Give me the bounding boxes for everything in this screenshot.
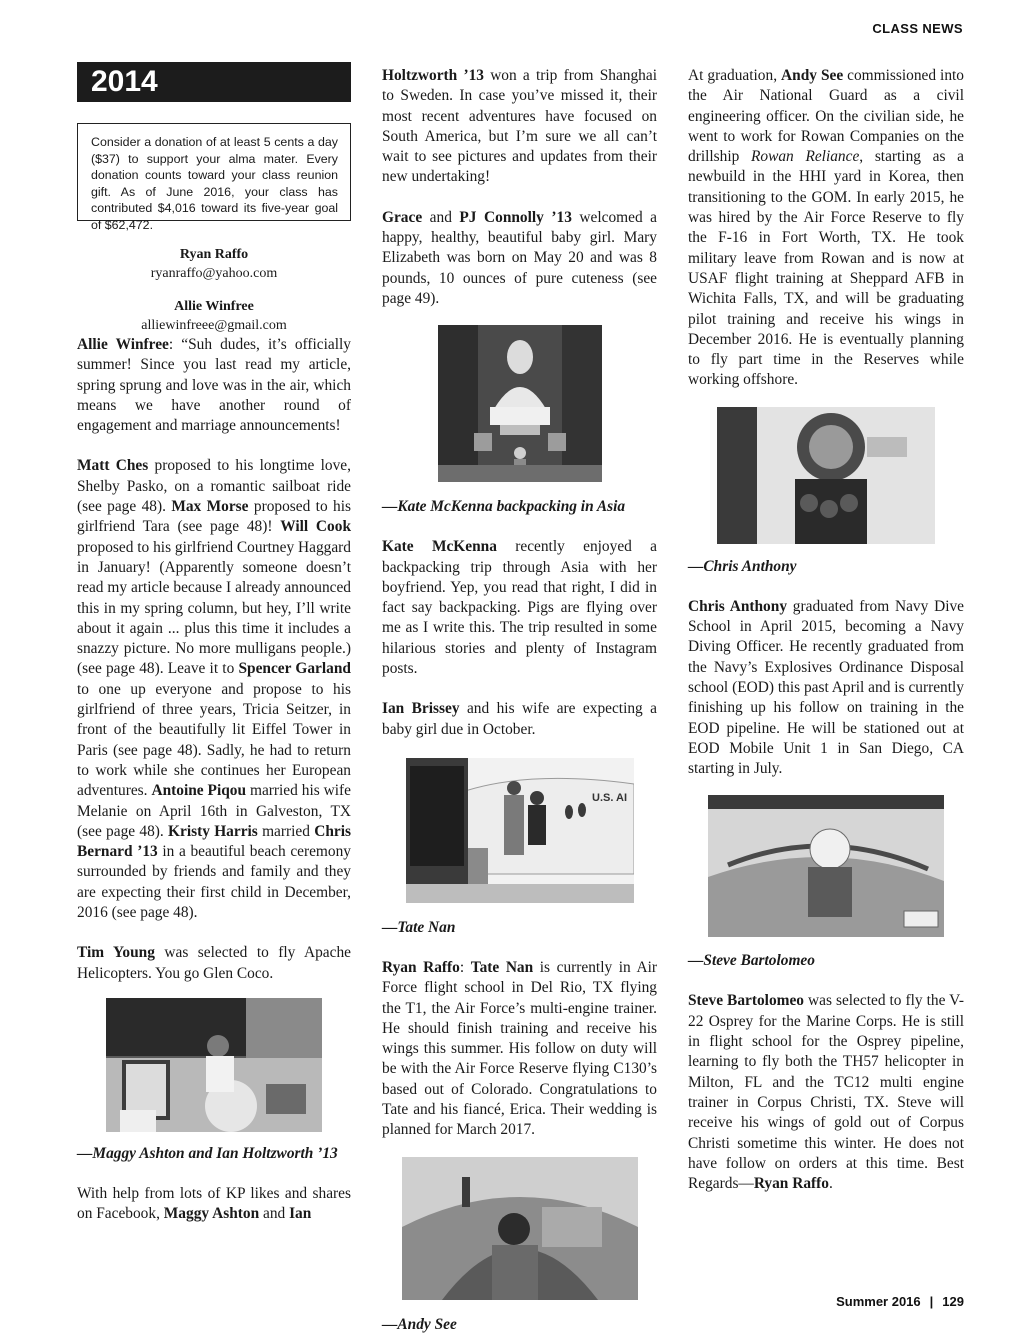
photo-caption: —Andy See: [382, 1315, 457, 1333]
contact-name: Ryan Raffo: [179, 247, 249, 262]
paragraph-allie-winfree: Allie Winfree: “Suh dudes, it’s officially summer! Since you last read my article, spring sprung and love was in the air, which means we have another round of engagement and marriage announcements!: [77, 336, 351, 435]
photo-caption: —Maggy Ashton and Ian Holtzworth ’13: [77, 1144, 338, 1162]
page-footer: [836, 1294, 964, 1309]
column-1: [77, 66, 351, 1225]
paragraph-tate-nan: Ryan Raffo: Tate Nan is currently in Air Force flight school in Del Rio, TX flying the T1, the Air Force’s multi-engine trainer. He should finish training and receive his wings this summer. His follow on duty will be with the Air Force Reserve flying C130’s based out of Colorado. Congratulations to Tate and his fiancé, Erica. Their wedding is planned for March 2017.: [382, 958, 657, 1139]
section-header: CLASS NEWS: [872, 21, 963, 36]
paragraph-steve-bartolomeo: Steve Bartolomeo was selected to fly the V-22 Osprey for the Marine Corps. He is still in flight school for the Osprey pipeline, learning to fly both the TH57 helicopter in Milton, FL and the TC12 multi engine trainer in Corpus Christi, TX. Steve will receive his wings of gold out of Corpus Christi sometime this winter. He does not have follow on orders at this time. Best Regards—Ryan Raffo.: [688, 992, 964, 1193]
column-2: [382, 66, 657, 1335]
paragraph-tim-young: Tim Young was selected to fly Apache Helicopters. You go Glen Coco.: [77, 944, 351, 982]
column-3: [688, 66, 964, 1194]
photo-maggy-ian: [106, 998, 322, 1132]
contact-email[interactable]: alliewinfreee@gmail.com: [141, 318, 287, 333]
photo-steve-bartolomeo: [708, 795, 944, 937]
contact-name: Allie Winfree: [174, 299, 254, 314]
issue-label: Summer 2016: [836, 1294, 921, 1309]
paragraph-connolly: Grace and PJ Connolly ’13 welcomed a happy, healthy, beautiful baby girl. Mary Elizabeth was born on May 20 and was 8 pounds, 10 ounces of pure cuteness (see page 49).: [382, 208, 657, 307]
photo-caption: —Kate McKenna backpacking in Asia: [382, 498, 626, 516]
photo-tate-nan: [406, 758, 634, 903]
photo-andy-see: [402, 1157, 638, 1300]
paragraph-holtzworth: Holtzworth ’13 won a trip from Shanghai to Sweden. In case you’ve missed it, their most recent adventures have focused on South America, but I’m sure we all can’t wait to see pictures and updates from their new undertaking!: [382, 67, 657, 186]
photo-caption: —Tate Nan: [382, 918, 456, 936]
page-number: 129: [942, 1294, 964, 1309]
photo-caption: —Steve Bartolomeo: [688, 952, 815, 970]
paragraph-engagements: Matt Ches proposed to his longtime love, Shelby Pasko, on a romantic sailboat ride (see page 48). Max Morse proposed to his girlfriend Tara (see page 48)! Will Cook proposed to his girlfriend Courtney Haggard in January! (Apparently someone doesn’t read my article because I already announced this in my spring column, but hey, I’ll write about it again ... plus this time it includes a snazzy picture. No more mulligans people.) (see page 48). Leave it to Spencer Garland to one up everyone and propose to his girlfriend of three years, Tricia Seitzer, in front of the beautifully lit Eiffel Tower in Paris (see page 48). Sadly, he had to return to work while she continues her European adventures. Antoine Piqou married his wife Melanie on April 16th in Galveston, TX (see page 48). Kristy Harris married Chris Bernard ’13 in a beautiful beach ceremony surrounded by friends and family and they are expecting their first child in December, 2016 (see page 48).: [77, 457, 351, 922]
paragraph-ian-brissey: Ian Brissey and his wife are expecting a baby girl due in October.: [382, 700, 657, 738]
photo-kate-mckenna: [438, 325, 602, 482]
paragraph-kate-mckenna: Kate McKenna recently enjoyed a backpacking trip through Asia with her boyfriend. Yep, you read that right, I did in fact say backpacking. Pigs are flying over me as I write this. The trip resulted in some hilarious stories and plenty of Instagram posts.: [382, 538, 657, 678]
contact-allie-winfree: [77, 297, 351, 335]
contact-ryan-raffo: [77, 245, 351, 283]
paragraph-andy-see: At graduation, Andy See commissioned into the Air National Guard as a civil engineering officer. On the civilian side, he went to work for Rowan Companies on the drillship Rowan Reliance, starting as a newbuild in the HHI yard in Korea, then transitioning to the GOM. In early 2015, he was hired by the Air Force Reserve to fly the F-16 in Fort Worth, TX. He took military leave from Rowan and is now at USAF flight training at Sheppard AFB in Wichita Falls, TX, and will be graduating pilot training and receive his wings in December 2016. He is eventually planning to fly part time in the Reserves while working offshore.: [688, 67, 965, 389]
footer-separator: |: [929, 1294, 934, 1309]
paragraph-chris-anthony: Chris Anthony graduated from Navy Dive School in April 2015, becoming a Navy Diving Officer. He recently graduated from the Navy’s Explosives Ordinance Disposal school (EOD) this past April and is currently finishing up his follow on training in the EOD pipeline. He will be stationed out at EOD Mobile Unit 1 in San Diego, CA starting in July.: [688, 597, 964, 778]
aircraft-marking: U.S. AI: [591, 791, 627, 804]
paragraph-maggy-ian: With help from lots of KP likes and shares on Facebook, Maggy Ashton and Ian: [77, 1184, 351, 1223]
class-year-banner: 2014: [77, 62, 351, 102]
photo-chris-anthony: [717, 407, 935, 544]
photo-caption: —Chris Anthony: [688, 557, 797, 575]
donation-box: Consider a donation of at least 5 cents a day ($37) to support your alma mater. Every donation counts toward your class reunion gift. As of June 2016, your class has contributed $4,016 toward its five-year goal of $62,472.: [77, 123, 351, 221]
contact-email[interactable]: ryanraffo@yahoo.com: [150, 266, 278, 281]
